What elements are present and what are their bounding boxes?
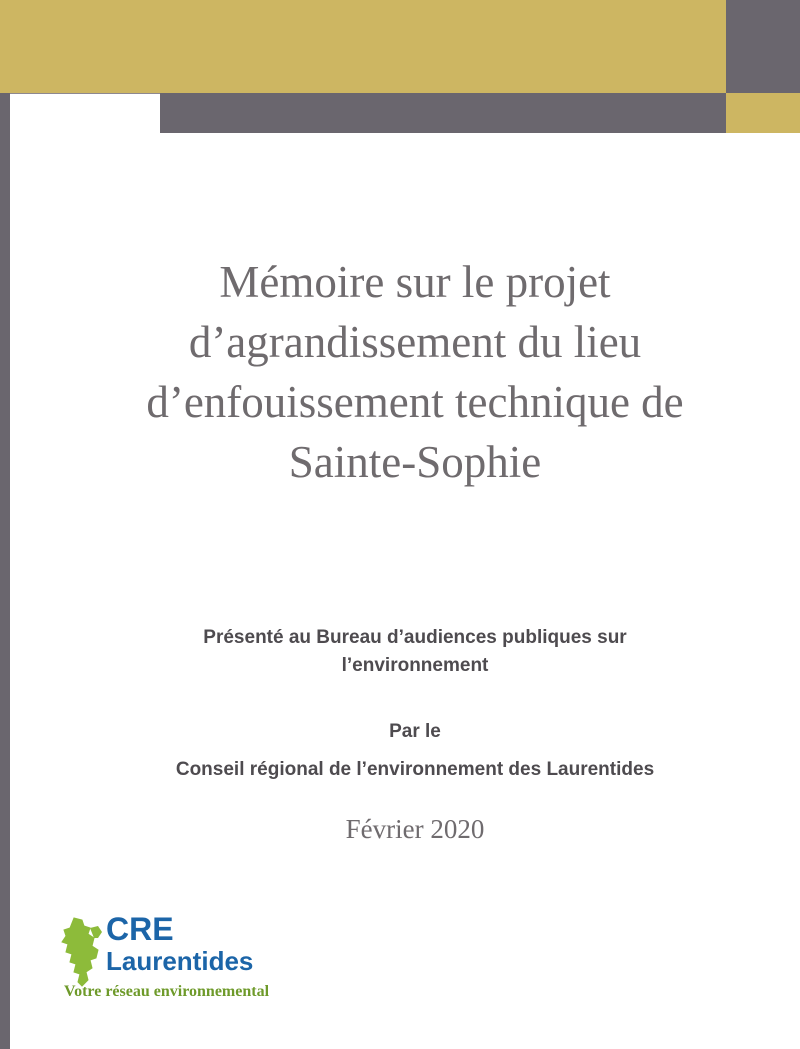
header-band-white [10, 93, 160, 133]
left-side-bar [0, 93, 10, 1049]
title-line: d’agrandissement du lieu [188, 317, 642, 367]
logo-name-line2: Laurentides [106, 946, 254, 976]
presented-to [40, 624, 790, 680]
logo-tagline: Votre réseau environnemental [64, 983, 270, 1000]
logo-name-line1: CRE [106, 911, 174, 947]
by-label: Par le [389, 721, 441, 742]
header-band-gray [160, 93, 726, 133]
title-line: Mémoire sur le projet [219, 257, 611, 307]
header-band-gold [0, 0, 726, 93]
presented-line: l’environnement [341, 655, 489, 676]
header-band-gray-corner [726, 0, 800, 93]
title-line: d’enfouissement technique de [146, 377, 684, 427]
header-band-gold-corner [726, 93, 800, 133]
laurentides-map-icon [60, 916, 108, 988]
document-title [40, 252, 790, 492]
publication-date: Février 2020 [345, 814, 485, 844]
author-organization: Conseil régional de l’environnement des Laurentides [175, 759, 655, 780]
cre-laurentides-logo [60, 912, 300, 1012]
title-line: Sainte-Sophie [288, 437, 542, 487]
presented-line: Présenté au Bureau d’audiences publiques sur [203, 627, 627, 648]
